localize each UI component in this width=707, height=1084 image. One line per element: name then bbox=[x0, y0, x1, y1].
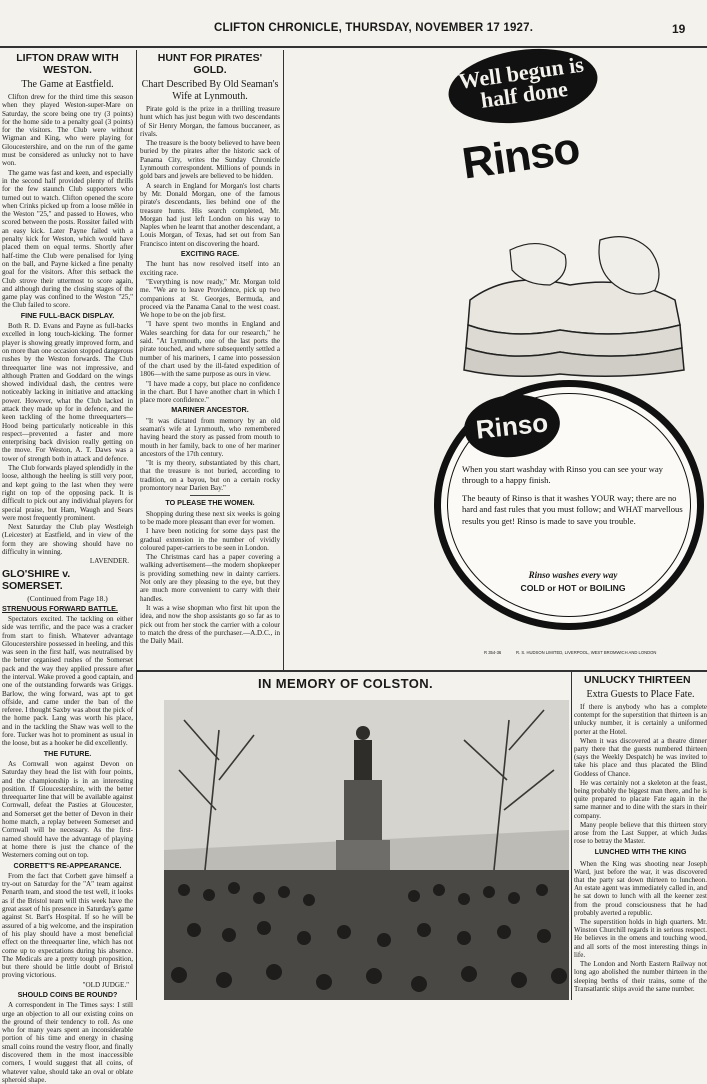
paragraph: As Cornwall won against Devon on Saturday they head the list with four points, and the championship is in an interesting position. If Gloucestershire, with the better threequarter line that will be available against Cornwall, defeat the Pasties at Gloucester, and Somerset get the better of Devon in their home match, a replay between Somerset and Cornwall will be necessary. As the first-named should have the advantage of playing at home there is just the chance of the Westerners coming out on top. bbox=[2, 759, 133, 860]
deck-extra-guests: Extra Guests to Place Fate. bbox=[586, 689, 695, 700]
paragraph: "I have made a copy, but place no confidence in the chart. But I have another chart in which I place more confidence." bbox=[140, 379, 280, 405]
paragraph: Clifton drew for the third time this season when they played Weston-super-Mare on Saturday, the score being one try (3 points) for the home side to a penalty goal (3 points) for the visitors. The Club were without Wigman and King, who were playing for Gloucestershire, and on the run of the game must be considered as unlucky not to have won. bbox=[2, 93, 133, 168]
paragraph: If there is anybody who has a complete contempt for the superstition that thirteen is an unlucky number, it is certainly a uniformed porter at the Hotel. bbox=[574, 703, 707, 736]
paragraph: It was a wise shopman who first hit upon the idea, and now the shop assistants go so far as to pick out from her stock the carrier with a colour to match the dress of the purchaser.—A.D.C., in the Daily Mail. bbox=[140, 603, 280, 646]
paragraph: "It is my theory, substantiated by this chart, that the treasure is not buried, according to tradition, on a bayou, but on a certain rocky promontory near Darien Bay." bbox=[140, 459, 280, 493]
column-rule bbox=[283, 50, 284, 670]
headline-pirates-gold: HUNT FOR PIRATES' GOLD. bbox=[157, 52, 263, 76]
headline-clifton-draw: LIFTON DRAW WITH WESTON. bbox=[16, 52, 119, 76]
paragraph: He was certainly not a skeleton at the feast, being probably the biggest man there, and he is quite prepared to placate Fate again in the same manner and to dine with the stars in their company. bbox=[574, 778, 707, 820]
paragraph: The treasure is the booty believed to have been buried by the pirates after the historic sack of Panama City, writes the Sunday Chronicle Lynmouth correspondent. Millions of pounds in gold bars and jewels are believed to be hidden. bbox=[140, 139, 280, 181]
rinso-advertisement bbox=[444, 50, 702, 670]
ad-banner-text: Well begun is half done bbox=[457, 51, 586, 113]
linen-stack-illustration bbox=[450, 230, 690, 380]
paragraph: The London and North Eastern Railway not long ago abolished the number thirteen in the sleeping berths of their trains, some of the Transatlantic ships avoid the same number. bbox=[574, 960, 707, 993]
subhead-please-women: TO PLEASE THE WOMEN. bbox=[165, 498, 255, 508]
ad-slogan-temperatures: COLD or HOT or BOILING bbox=[520, 583, 626, 593]
memory-headline: IN MEMORY OF COLSTON. bbox=[258, 676, 434, 691]
subhead-exciting-race: EXCITING RACE. bbox=[180, 249, 240, 259]
subhead-lunched-king: LUNCHED WITH THE KING bbox=[594, 847, 687, 857]
rinso-logo-top: Rinso bbox=[459, 123, 583, 189]
page-number: 19 bbox=[672, 22, 686, 36]
ad-banner bbox=[444, 40, 603, 132]
subhead-future: THE FUTURE. bbox=[43, 748, 92, 758]
paragraph: Many people believe that this thirteen story arose from the Last Supper, at which Judas rose to betray the Master. bbox=[574, 820, 707, 846]
column-unlucky-thirteen bbox=[574, 672, 707, 1000]
ad-reference: R 354-36 bbox=[484, 650, 502, 655]
masthead-title: CLIFTON CHRONICLE, THURSDAY, NOVEMBER 17 1927. bbox=[214, 22, 534, 34]
paragraph: A correspondent in The Times says: I still urge an objection to all our existing coins on the ground of their tendency to roll. As one who for many years spent an inconsiderable portion of his time and energy in chasing small coins round the vestry floor, and finally discovered them in the most inaccessible corners, I would suggest that all coins, of whatever value, should take an oval or oblate spheroid shape. bbox=[2, 1001, 133, 1084]
ad-maker: R. S. HUDSON LIMITED, LIVERPOOL, WEST BROMWICH AND LONDON bbox=[516, 650, 657, 655]
paragraph: The game was fast and keen, and especially in the second half provided plenty of thrills for the few staunch Club supporters who turned out to watch. Clifton opened the score when Crinks picked up from a loose mêlée in the Weston "25," and passed to Howes, who scored between the posts. Rossiter failed with an easy kick. Later Payne failed with a penalty kick for Weston, which would have placed them on equal terms. Shortly after half-time the Club were penalised for lying on the ball, and Payne kicked a fine penalty goal for the visitors. After this setback the Club strove their uttermost to score again, and although during the closing stages of the game play was confined to the Weston "25," the Club failed to score. bbox=[2, 168, 133, 310]
column-sport bbox=[2, 52, 133, 1084]
deck-eastfield: The Game at Eastfield. bbox=[21, 79, 114, 90]
ad-copy-paragraph: When you start washday with Rinso you can see your way through to a happy finish. bbox=[462, 464, 663, 486]
paragraph: "I have spent two months in England and Wales searching for data for our research," he said. "At Lynmouth, one of the last ports the pirate touched, and where subsequently settled a number of his mariners, I came into possession of the chart used by the ill-fated expedition of 1806—with the same purpose as ours in view. bbox=[140, 320, 280, 379]
subhead-mariner-ancestor: MARINER ANCESTOR. bbox=[171, 405, 249, 415]
subhead-forward-battle: STRENUOUS FORWARD BATTLE. bbox=[2, 603, 118, 613]
ad-copy-paragraph: The beauty of Rinso is that it washes YOUR way; there are no hard and fast rules that you must follow; and WHAT marvellous results you get! Rinso is made to save you trouble. bbox=[462, 492, 683, 526]
rinso-logo-oval: Rinso bbox=[461, 390, 563, 462]
ad-slogan: Rinso washes every way bbox=[528, 570, 618, 580]
separator bbox=[190, 495, 230, 496]
headline-unlucky-thirteen: UNLUCKY THIRTEEN bbox=[584, 674, 691, 686]
paragraph: Both R. D. Evans and Payne as full-backs excelled in long touch-kicking. The former player is showing greatly improved form, and on more than one occasion stopped dangerous rushes by the Weston forwards. The Club threequarter line was not impressive, and although Pratten and Goddard on the wings showed individual dash, the centres were noticeably lacking in initiative and attacking power. However, what the Club lacked in attack they made up for in defence, and the keen tackling of the home threequarters—Hood being particularly noticeable in this respect—prevented a faster and more enterprising back division really getting on the move. For Weston, A. T. Daws was a tower of strength both in attack and defence. bbox=[2, 322, 133, 463]
ad-copy bbox=[462, 464, 684, 533]
paragraph: "Everything is now ready," Mr. Morgan told me. "We are to leave Providence, pick up two companions at St. Georges, Bermuda, and proceed via the Panama Canal to the west coast. We hope to be on the job first. bbox=[140, 277, 280, 320]
subhead-coins: SHOULD COINS BE ROUND? bbox=[17, 989, 118, 999]
paragraph: Next Saturday the Club play Westleigh (Leicester) at Eastfield, and in view of the form they are showing should have no difficulty in winning. bbox=[2, 523, 133, 557]
paragraph: Pirate gold is the prize in a thrilling treasure hunt which has just begun with two descendants of Sir Henry Morgan, the famous buccaneer, as rivals. bbox=[140, 105, 280, 138]
masthead-rule bbox=[0, 46, 707, 48]
paragraph: I have been noticing for some days past the gradual extension in the number of vividly coloured paper-carriers to be seen in London. bbox=[140, 527, 280, 552]
subhead-full-back: FINE FULL-BACK DISPLAY. bbox=[20, 310, 115, 320]
column-pirates-gold bbox=[140, 52, 280, 668]
paragraph: Spectators excited. The tackling on either side was terrific, and the pace was a cracker from start to finish. Whatever advantage Gloucestershire possessed in heeling, and this was seen in the first half, was neutralised by the better organised rushes of the Somerset pack and the way they applied pressure after the interval. Wake proved a good captain, and one of the outstanding forwards was Griggs. Barlow, the wing forward, was apt to get offside, and came under the ban of the referee. I thought Saxby was about the pick of the home pack. Lang was worth his place, and in the tackling the Shaw was well to the fore. Tucker was hot to prominent as usual in the loose, but as a hooker he did excellently. bbox=[2, 614, 133, 748]
paragraph: The hunt has now resolved itself into an exciting race. bbox=[140, 260, 280, 277]
paragraph: "It was dictated from memory by an old seaman's wife at Lynmouth, who remembered having heard the story as passed from mouth to mouth in her family, back to one of her mariner ancestors of the 17th century. bbox=[140, 416, 280, 458]
photo-illustration bbox=[164, 700, 569, 1000]
masthead bbox=[0, 22, 707, 42]
paragraph: When it was discovered at a theatre dinner party there that the guests numbered thirteen (says the Weekly Despatch) he was invited to take his place and thus placated the Blind Goddess of Chance. bbox=[574, 736, 707, 778]
byline-lavender: LAVENDER. bbox=[89, 557, 129, 566]
subhead-corbett: CORBETT'S RE-APPEARANCE. bbox=[13, 860, 122, 870]
colston-statue-photo bbox=[164, 700, 569, 1000]
byline-old-judge: "OLD JUDGE." bbox=[82, 980, 129, 989]
paragraph: From the fact that Corbett gave himself a try-out on Saturday for the "A" team against Penarth team, and stood the test well, it looks as if the Bristol team will this week have the great asset of his presence in Saturday's game against St. Bart's Hospital. If so he will be assured of a big welcome, and the inspiration of his play should have a most beneficial effect on the threequarter line, which has not come up to expectations during his absence. The Medicals are a pretty tough proposition, but there should be little doubt of Bristol proving victorious. bbox=[2, 871, 133, 980]
column-rule bbox=[136, 50, 137, 1000]
paragraph: A search in England for Morgan's lost charts by Mr. Donald Morgan, one of the famous pirate's descendants, lies behind one of the treasure hunts. His search completed, Mr. Morgan had just left London on his way to Naples when he learnt that another descendant, a Louis Morgan, of Texas, had set out from San Francisco intent on discovering the hoard. bbox=[140, 181, 280, 248]
headline-glos-somerset: GLO'SHIRE v. SOMERSET. bbox=[2, 567, 71, 592]
paragraph: Shopping during these next six weeks is going to be made more pleasant than ever for women. bbox=[140, 509, 280, 526]
paragraph: The Christmas card has a paper covering a walking advertisement—the modern shopkeeper is providing something new in dainty carriers. Not only are they pleasing to the eye, but they are much more convenient to carry with their handles. bbox=[140, 553, 280, 603]
column-rule bbox=[571, 672, 572, 1000]
paragraph: When the King was shooting near Joseph Ward, just before the war, it was discovered that the party sat down thirteen to luncheon. An estate agent was immediately called in, and he sat down to lunch with all the keener zest from the proud consciousness that he had probably averted a republic. bbox=[574, 859, 707, 917]
deck-chart-described: Chart Described By Old Seaman's Wife at Lynmouth. bbox=[141, 79, 279, 102]
paragraph: The superstition holds in high quarters. Mr. Winston Churchill regards it in serious respect. He believes in the omens and touching wood, and all sorts of the most interesting things in life. bbox=[574, 918, 707, 959]
continued-note: (Continued from Page 18.) bbox=[27, 593, 108, 603]
paragraph: The Club forwards played splendidly in the loose, although the heeling is still very poor, and kept going to the last when they were right on top of the opposing pack. It is difficult to pick out any individual players for special praise, but Ham, Waugh and Sears were most frequently prominent. bbox=[2, 464, 133, 522]
